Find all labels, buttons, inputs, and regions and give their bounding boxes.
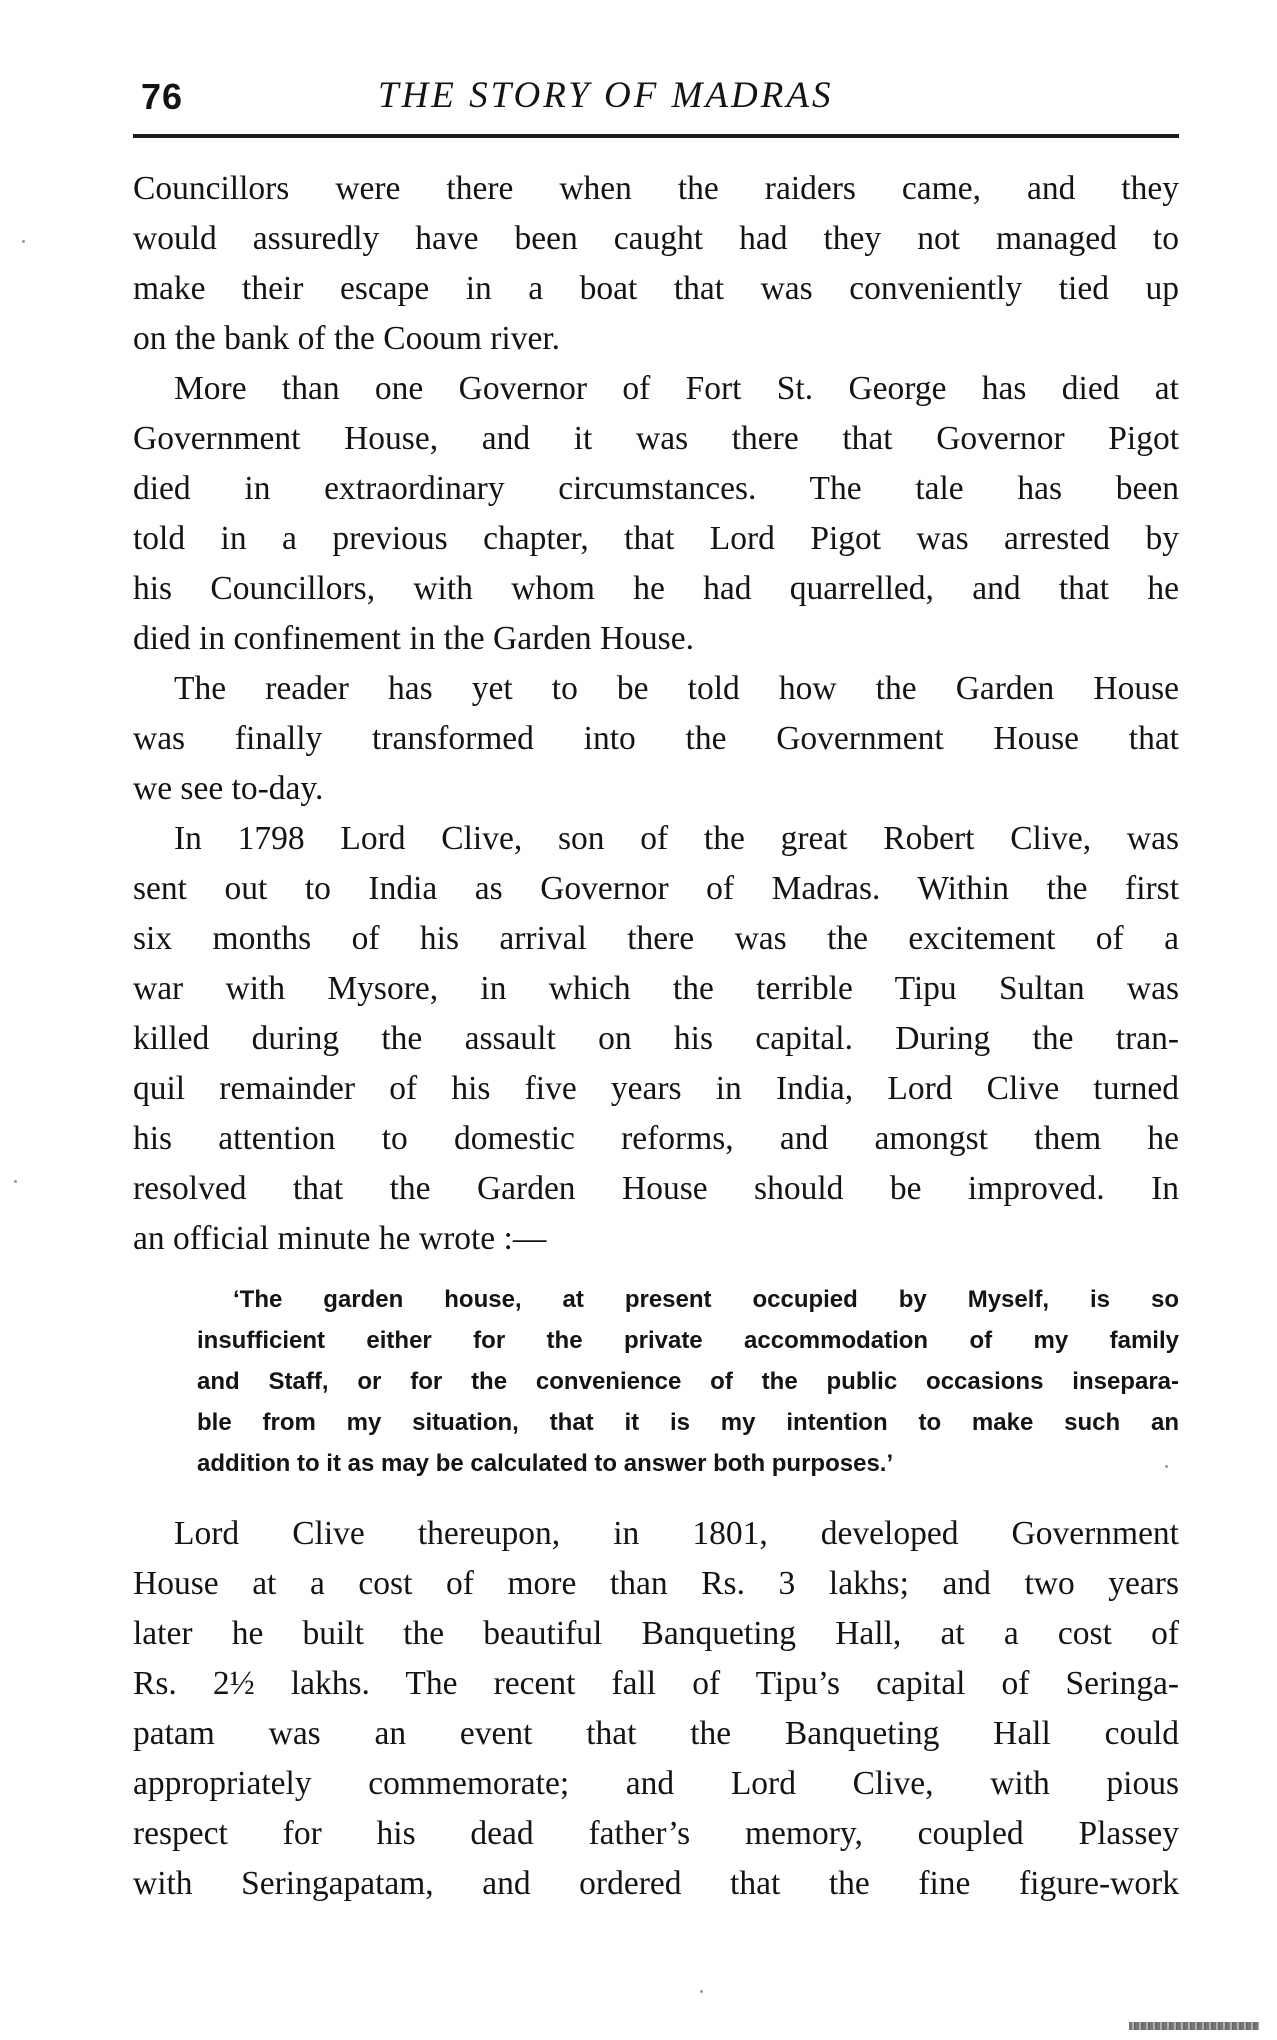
text-line: an official minute he wrote :— [133, 1220, 547, 1257]
text-line: Rs. 2½ lakhs. The recent fall of Tipu’s capital of Seringa- [133, 1665, 1179, 1702]
quote-line: ‘The garden house, at present occupied by Myself, is so [233, 1286, 1179, 1313]
main-text-block [133, 164, 1179, 1264]
text-line: quil remainder of his five years in India, Lord Clive turned [133, 1070, 1179, 1107]
text-line: with Seringapatam, and ordered that the fine figure-work [133, 1865, 1179, 1902]
paragraph-start-line: More than one Governor of Fort St. George has died at [174, 370, 1179, 407]
text-line: House at a cost of more than Rs. 3 lakhs; and two years [133, 1565, 1179, 1602]
text-line: war with Mysore, in which the terrible Tipu Sultan was [133, 970, 1179, 1007]
closing-text-block [133, 1509, 1179, 1909]
quote-line: ble from my situation, that it is my intention to make such an [197, 1409, 1179, 1436]
paragraph-start-line: Lord Clive thereupon, in 1801, developed Government [174, 1515, 1179, 1552]
text-line: on the bank of the Cooum river. [133, 320, 561, 357]
quote-line: and Staff, or for the convenience of the public occasions insepara- [197, 1368, 1179, 1395]
scan-speck [14, 1180, 17, 1183]
text-line: appropriately commemorate; and Lord Clive, with pious [133, 1765, 1179, 1802]
text-line: patam was an event that the Banqueting Hall could [133, 1715, 1179, 1752]
quote-line: insufficient either for the private accommodation of my family [197, 1327, 1179, 1354]
text-line: died in extraordinary circumstances. The tale has been [133, 470, 1179, 507]
scan-edge-mark [1129, 2022, 1259, 2030]
text-line: killed during the assault on his capital. During the tran- [133, 1020, 1179, 1057]
text-line: resolved that the Garden House should be improved. In [133, 1170, 1179, 1207]
text-line: sent out to India as Governor of Madras. Within the first [133, 870, 1179, 907]
scan-speck [22, 240, 25, 243]
text-line: later he built the beautiful Banqueting Hall, at a cost of [133, 1615, 1179, 1652]
scan-speck [1165, 1465, 1168, 1468]
text-line: Councillors were there when the raiders came, and they [133, 170, 1179, 207]
text-line: respect for his dead father’s memory, coupled Plassey [133, 1815, 1179, 1852]
text-line: make their escape in a boat that was conveniently tied up [133, 270, 1179, 307]
text-line: died in confinement in the Garden House. [133, 620, 694, 657]
paragraph-start-line: The reader has yet to be told how the Garden House [174, 670, 1179, 707]
page-number: 76 [141, 76, 184, 117]
text-line: his attention to domestic reforms, and amongst them he [133, 1120, 1179, 1157]
text-line: would assuredly have been caught had they not managed to [133, 220, 1179, 257]
scan-speck [700, 1990, 703, 1993]
running-title: THE STORY OF MADRAS [378, 75, 834, 116]
text-line: told in a previous chapter, that Lord Pigot was arrested by [133, 520, 1179, 557]
header-rule [133, 134, 1179, 138]
text-line: six months of his arrival there was the excitement of a [133, 920, 1179, 957]
text-line: Government House, and it was there that Governor Pigot [133, 420, 1179, 457]
text-line: his Councillors, with whom he had quarrelled, and that he [133, 570, 1179, 607]
block-quote [197, 1279, 1179, 1484]
paragraph-start-line: In 1798 Lord Clive, son of the great Robert Clive, was [174, 820, 1179, 857]
text-line: we see to-day. [133, 770, 324, 807]
quote-line: addition to it as may be calculated to answer both purposes.’ [197, 1450, 894, 1477]
text-line: was finally transformed into the Government House that [133, 720, 1179, 757]
page-header [133, 70, 1179, 132]
